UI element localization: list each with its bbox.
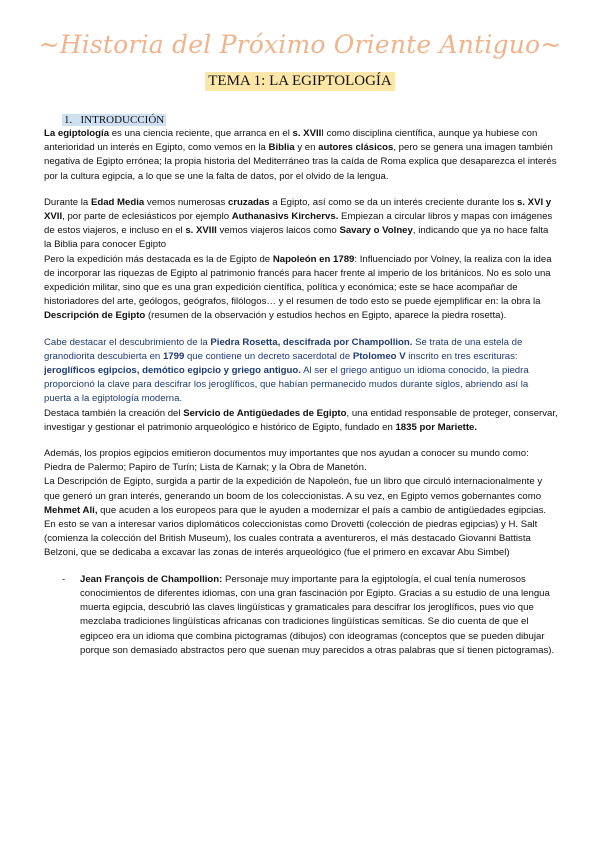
text: a Egipto, así como se da un interés creciente durante los	[269, 196, 518, 208]
text: La Descripción de Egipto, surgida a partir de la expedición de Napoleón, fue un libro que circuló internacionalmente y que generó un gran interés, generando un boom de los coleccionistas. A su vez, en Egipto vemos gobernantes como	[44, 476, 543, 502]
text: Cabe destacar el descubrimiento de la	[44, 336, 211, 348]
text: , una entidad responsable de proteger, conservar, investigar y gestionar el patrimonio arqueológico e histórico de Egipto, fundado en	[44, 407, 558, 433]
term-descripcion: Descripción de Egipto	[44, 310, 146, 322]
term-century: s. XVII	[292, 128, 322, 139]
term-autores-clasicos: autores clásicos	[318, 142, 394, 154]
text: Empiezan a circular libros y mapas con imágenes de estos viajeros, e incluso en el	[44, 211, 553, 237]
text: Se trata de una estela de granodiorita descubierta en	[44, 336, 523, 362]
text: , pero se genera una imagen también negativa de Egipto errónea; la propia historia del Mediterráneo tras la caída de Roma explica que desaparezca el interés por la cultura egipcia, a lo que se une la falta de datos, por el olvido de la lengua.	[44, 142, 557, 182]
topic-title: TEMA 1: LA EGIPTOLOGÍA	[205, 72, 394, 91]
spacer	[44, 435, 558, 447]
term-mariette: 1835 por Mariette.	[395, 421, 478, 433]
text: vemos viajeros laicos como	[216, 225, 340, 237]
paragraph-intro	[44, 127, 558, 184]
term-ptolomeo: Ptolomeo V	[352, 350, 406, 362]
term-edad-media: Edad Media	[90, 196, 145, 208]
section-heading	[62, 113, 558, 127]
term-napoleon: Napoleón en 1789	[272, 253, 355, 265]
bullet-text	[80, 573, 558, 658]
text: es una ciencia reciente, que arranca en el	[109, 128, 293, 139]
document-title: ~Historia del Próximo Oriente Antiguo~	[38, 30, 562, 59]
paragraph-coleccionistas	[44, 475, 558, 560]
term-champollion: Jean François de Champollion:	[80, 573, 223, 585]
paragraph-servicio	[44, 407, 558, 435]
term-centuries: s. XVI y XVII	[44, 196, 552, 223]
bullet-dash: -	[62, 573, 66, 585]
section-title: INTRODUCCIÓN	[80, 114, 165, 126]
term-escrituras: jeroglíficos egipcios, demótico egipcio y griego antiguo.	[44, 365, 301, 377]
text: Además, los propios egipcios emitieron documentos muy importantes que nos ayudan a conocer su mundo como: Piedra de Palermo; Papiro de Turín; Lista de Karnak; y la Obra de Manetón.	[44, 448, 529, 474]
list-item	[44, 573, 558, 658]
term-cruzadas: cruzadas	[227, 196, 270, 208]
term-biblia: Biblia	[268, 142, 295, 154]
text: vemos numerosas	[144, 196, 228, 208]
text: (resumen de la observación y estudios hechos en Egipto, aparece la piedra rosetta).	[145, 310, 507, 322]
paragraph-documentos	[44, 447, 558, 475]
paragraph-rosetta	[44, 336, 558, 407]
text: : Influenciado por Volney, la realiza con la idea de incorporar las riquezas de Egipto al patrimonio francés para hacer frente al imperio de los británicos. No es solo una expedición militar, sino que es una gran expedición científica, política y económica; este se hace acompañar de historiadores del arte, geólogos, geógrafos, filólogos… y el resumen de todo esto se puede ejemplificar en: la obra la	[44, 253, 552, 308]
term-egiptologia: La egiptología	[44, 128, 110, 139]
term-servicio-antiguedades: Servicio de Antigüedades de Egipto	[183, 407, 347, 419]
text: Destaca también la creación del	[44, 407, 184, 419]
section-heading-highlight	[62, 114, 166, 126]
text: Durante la	[44, 196, 91, 208]
text: que contiene un decreto sacerdotal de	[184, 350, 353, 362]
text: , indicando que ya no hace falta la Biblia para conocer Egipto	[44, 225, 549, 251]
text: Pero la expedición más destacada es la de Egipto de	[44, 253, 273, 265]
term-kirchervs: Authanasivs Kirchervs.	[231, 211, 339, 223]
term-xviii: s. XVIII	[185, 225, 217, 237]
section-number: 1.	[64, 114, 73, 126]
term-savary-volney: Savary o Volney	[339, 225, 413, 237]
text: I como disciplina científica, aunque ya hubiese con anterioridad un interés en Egipto, como vemos en la	[44, 128, 538, 154]
subtitle-container	[0, 72, 600, 91]
term-mehmet-ali: Mehmet Ali,	[44, 504, 98, 516]
term-1799: 1799	[162, 350, 185, 362]
text: Al ser el griego antiguo un idioma conocido, la piedra proporcionó la clave para descifrar los jeroglíficos, que habían permanecido mudos durante siglos, abriendo así la puerta a la egiptología moderna.	[44, 365, 529, 405]
text: Personaje muy importante para la egiptología, el cual tenía numerosos conocimientos de diferentes idiomas, con una gran fascinación por Egipto. Gracias a su estudio de una lengua muerta egipcia, descubrió las claves lingüísticas y gramaticales para descifrar los jeroglíficos, pues vio que mezclaba tradiciones lingüísticas africanas con tradiciones lingüísticas semíticas. Se dio cuenta de que el egipceo era un idioma que combina pictogramas (dibujos) con ideogramas (conceptos que se pueden dibujar porque son demasiado abstractos pero que suenan muy parecidos a otras palabras que sí tienen pictogramas).	[80, 573, 555, 656]
document-body	[44, 113, 558, 658]
text: inscrito en tres escrituras:	[405, 350, 518, 362]
text: y en	[294, 142, 319, 154]
paragraph-edad-media	[44, 196, 558, 253]
term-piedra-rosetta: Piedra Rosetta, descifrada por Champollion.	[210, 336, 413, 348]
text: que acuden a los europeos para que le ayuden a modernizar el país a cambio de antigüedades egipcias. En esto se van a interesar varios diplomáticos coleccionistas como Drovetti (colección de piedras egipcias) y H. Salt (comienza la colección del British Museum), los cuales contrata a aventureros, el más destacado Giovanni Battista Belzoni, que se dedicaba a excavar las zonas de interés arqueológico (fue el primero en excavar Abu Simbel)	[44, 504, 547, 559]
spacer	[44, 184, 558, 196]
text: , por parte de eclesiásticos por ejemplo	[62, 211, 232, 223]
spacer	[44, 324, 558, 336]
paragraph-napoleon	[44, 253, 558, 324]
